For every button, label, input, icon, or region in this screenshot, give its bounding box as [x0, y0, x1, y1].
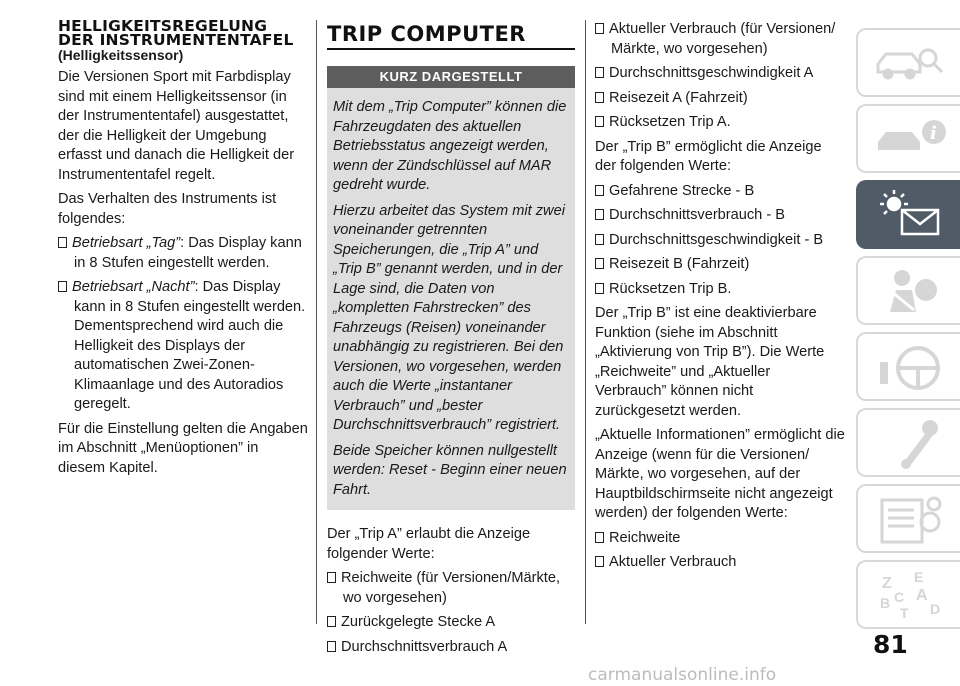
column-1 [58, 17, 308, 483]
warning-light-mail-icon [872, 188, 952, 244]
tab-car-search[interactable] [856, 28, 960, 97]
seatbelt-airbag-icon [872, 264, 952, 320]
list-item-text: : Das Display kann in 8 Stufen eingestellt werden. Dementsprechend wird auch die Helligkeit des Displays der automatischen Zwei-Zonen-Klimaanlage und des Autoradios geregelt. [74, 279, 306, 412]
list-item [327, 613, 575, 633]
list-item-text: Zurückgelegte Stecke A [341, 614, 496, 630]
list-item-text: Aktueller Verbrauch (für Versionen/ Märkte, wo vorgesehen) [609, 21, 836, 57]
list-item [595, 20, 845, 59]
list-item-text: Durchschnittsgeschwindigkeit A [609, 65, 814, 81]
checkbox-bullet-icon [595, 258, 604, 269]
list-item-text: Rücksetzen Trip B. [609, 280, 732, 297]
list-item-text: Rücksetzen Trip A. [609, 114, 731, 130]
watermark: carmanualsonline.info [588, 665, 777, 685]
list-item-text: Aktueller Verbrauch [609, 554, 737, 570]
paragraph: „Aktuelle Informationen” ermöglicht die Anzeige (wenn für die Versionen/ Märkte, wo vorgesehen, auf der Hauptbildschirmseite nicht angezeigt werden) der folgenden Werte: [595, 427, 845, 521]
list-item [595, 529, 845, 549]
column-divider-1 [316, 20, 317, 624]
paragraph: Das Verhalten des Instruments ist folgendes: [58, 191, 277, 227]
list-item [595, 206, 845, 226]
car-info-icon [872, 112, 952, 168]
summary-box [327, 88, 575, 510]
page-title: TRIP COMPUTER [327, 22, 575, 50]
list-item [595, 255, 845, 275]
section-subheading: (Helligkeitssensor) [58, 47, 184, 63]
list-item [595, 553, 845, 573]
page-number: 81 [873, 630, 908, 659]
list-item [58, 278, 308, 415]
list-item [595, 231, 845, 251]
paragraph: Für die Einstellung gelten die Angaben im Abschnitt „Menüoptionen” in diesem Kapitel. [58, 420, 308, 476]
list-item-text: Reichweite [609, 529, 681, 546]
list-item-text: Gefahrene Strecke - B [609, 182, 755, 199]
list-item-text: Reichweite (für Versionen/Märkte, wo vorgesehen) [341, 570, 560, 606]
list-item-text: Reisezeit A (Fahrzeit) [609, 89, 748, 106]
checkbox-bullet-icon [595, 92, 604, 103]
paragraph: Der „Trip B” ist eine deaktivierbare Funktion (siehe im Abschnitt „Aktivierung von Trip B”). Die Werte „Reichweite” und „Aktueller Verbrauch” können nicht zurückgesetzt werden. [595, 305, 825, 419]
checkbox-bullet-icon [595, 23, 604, 34]
checkbox-bullet-icon [595, 234, 604, 245]
index-letter: A [916, 587, 928, 604]
tab-emergency[interactable] [856, 408, 960, 477]
summary-paragraph: Mit dem „Trip Computer” können die Fahrzeugdaten des aktuellen Betriebsstatus angezeigt werden, wenn der Zündschlüssel auf MAR gedreht wurde. [333, 99, 567, 193]
index-letter: E [914, 569, 924, 585]
summary-banner: KURZ DARGESTELLT [327, 66, 575, 88]
paragraph: Der „Trip B” ermöglicht die Anzeige der folgenden Werte: [595, 138, 822, 174]
column-2 [327, 20, 575, 662]
steering-wheel-icon [872, 340, 952, 396]
checkbox-bullet-icon [595, 532, 604, 543]
column-3 [595, 20, 845, 578]
checkbox-bullet-icon [58, 237, 67, 248]
list-item-text: Reisezeit B (Fahrzeit) [609, 256, 750, 272]
wrench-icon [872, 416, 952, 472]
tab-starting-driving[interactable] [856, 332, 960, 401]
index-letter: T [900, 605, 909, 621]
list-item [595, 64, 845, 84]
checkbox-bullet-icon [595, 67, 604, 78]
index-letter: C [894, 589, 905, 605]
index-letter: D [930, 601, 941, 617]
checkbox-bullet-icon [595, 185, 604, 196]
list-item-label: Betriebsart „Nacht” [72, 279, 195, 295]
checkbox-bullet-icon [327, 616, 336, 627]
list-item-text: Durchschnittsverbrauch - B [609, 207, 786, 223]
list-item [327, 638, 575, 658]
tab-warning-lights[interactable] [856, 180, 960, 249]
service-list-icon [872, 492, 952, 548]
list-item [595, 89, 845, 109]
tab-car-info[interactable] [856, 104, 960, 173]
checkbox-bullet-icon [595, 283, 604, 294]
summary-paragraph: Hierzu arbeitet das System mit zwei voneinander getrennten Speicherungen, die „Trip A” und „Trip B” genannt werden, und in der Lage sind, die Daten von „kompletten Fahrstrecken” des Fahrzeugs (Reisen) voneinander unabhängig zu registrieren. Bei den Versionen, wo vorgesehen, werden auch die Werte „instantaner Verbrauch” und „bester Durchschnittsverbrauch” registriert. [333, 202, 565, 433]
summary-paragraph: Beide Speicher können nullgestellt werden: Reset - Beginn einer neuen Fahrt. [333, 442, 567, 498]
index-letters-icon [872, 568, 952, 624]
tab-index[interactable] [856, 560, 960, 629]
checkbox-bullet-icon [595, 116, 604, 127]
paragraph: Der „Trip A” erlaubt die Anzeige folgender Werte: [327, 526, 531, 562]
index-letter: Z [882, 575, 892, 592]
checkbox-bullet-icon [595, 209, 604, 220]
tab-safety[interactable] [856, 256, 960, 325]
list-item-text: Durchschnittsverbrauch A [341, 638, 508, 655]
column-divider-2 [585, 20, 586, 624]
checkbox-bullet-icon [327, 572, 336, 583]
list-item [327, 569, 575, 608]
list-item-text: Durchschnittsgeschwindigkeit - B [609, 231, 824, 248]
list-item-label: Betriebsart „Tag” [72, 235, 181, 251]
index-letter: B [880, 595, 891, 611]
svg-text:i: i [930, 123, 937, 144]
chapter-tabs [856, 28, 960, 636]
checkbox-bullet-icon [58, 281, 67, 292]
list-item [595, 113, 845, 133]
section-heading: HELLIGKEITSREGELUNG DER INSTRUMENTENTAFEL [58, 17, 294, 49]
list-item-text: : Das Display kann in 8 Stufen eingestellt werden. [74, 235, 302, 271]
checkbox-bullet-icon [327, 641, 336, 652]
tab-maintenance[interactable] [856, 484, 960, 553]
car-search-icon [872, 36, 952, 92]
list-item [595, 182, 845, 202]
checkbox-bullet-icon [595, 556, 604, 567]
list-item [595, 280, 845, 300]
paragraph: Die Versionen Sport mit Farbdisplay sind mit einem Helligkeitssensor (in der Instrumententafel) ausgestattet, der die Helligkeit der Umgebung erfasst und danach die Helligkeit der Instrumententafel regelt. [58, 69, 295, 183]
list-item [58, 234, 308, 273]
